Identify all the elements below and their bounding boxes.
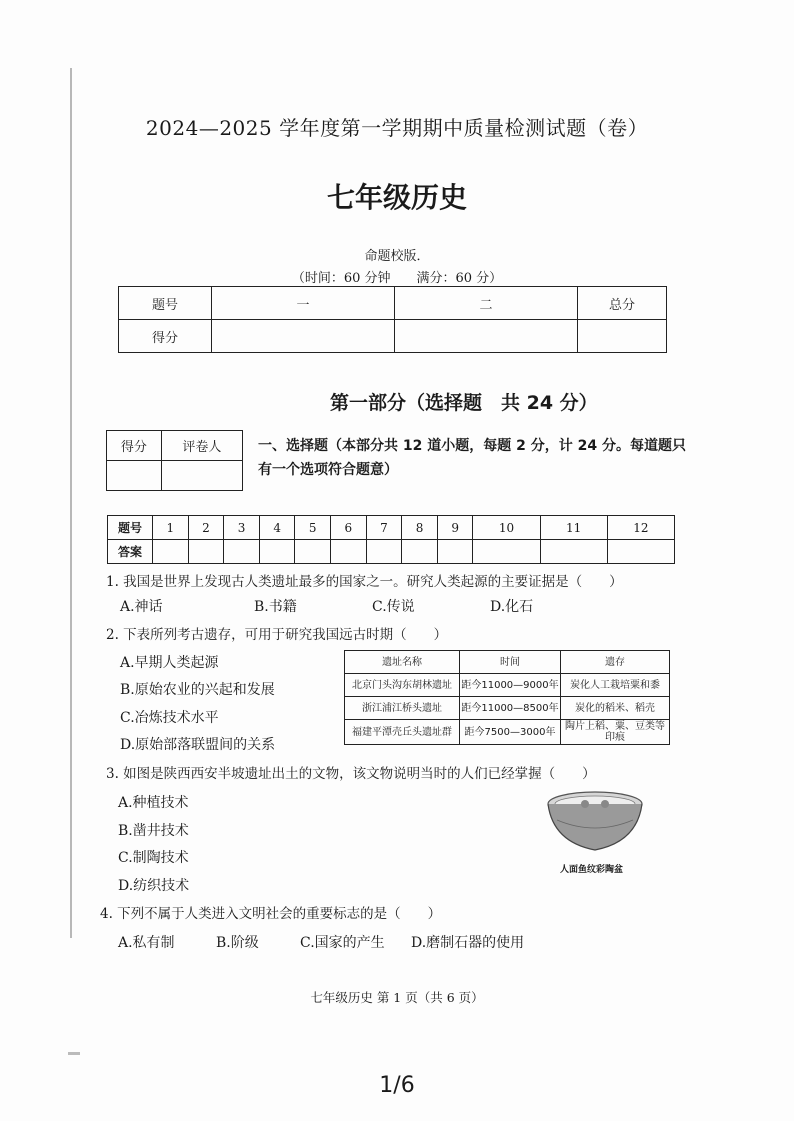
- grader-cell: [161, 461, 242, 491]
- answer-cell: [224, 540, 260, 564]
- answer-cell: [402, 540, 438, 564]
- score-cell: [212, 320, 395, 353]
- answer-cell: [188, 540, 224, 564]
- relic-header-cell: 遗存: [561, 651, 670, 674]
- answer-grid-number: 4: [259, 516, 295, 540]
- part-one-title: 第一部分（选择题 共 24 分）: [330, 392, 598, 414]
- question-1-stem: 1. 我国是世界上发现古人类遗址最多的国家之一。研究人类起源的主要证据是（ ）: [106, 574, 623, 590]
- grader-table: [106, 430, 243, 491]
- answer-grid-number: 6: [331, 516, 367, 540]
- image-caption: 人面鱼纹彩陶盆: [560, 865, 624, 875]
- question-4-option-b: B.阶级: [216, 935, 259, 951]
- question-1-option-d: D.化石: [490, 599, 534, 615]
- relic-cell: 距今11000—9000年: [460, 674, 561, 697]
- score-table: [118, 286, 667, 353]
- answer-grid-number: 1: [153, 516, 189, 540]
- answer-grid-number-row: [108, 516, 675, 540]
- question-4-option-d: D.磨制石器的使用: [411, 935, 525, 951]
- answer-grid-number: 9: [437, 516, 473, 540]
- painted-pottery-basin-image: [545, 790, 645, 856]
- score-cell: 得分: [119, 320, 212, 353]
- answer-grid-number: 12: [607, 516, 674, 540]
- question-3-option-b: B.凿井技术: [118, 823, 189, 839]
- relic-header-cell: 遗址名称: [345, 651, 460, 674]
- subject-title: 七年级历史: [326, 181, 467, 214]
- score-cell: 二: [395, 287, 578, 320]
- question-4-stem: 4. 下列不属于人类进入文明社会的重要标志的是（ ）: [100, 906, 442, 922]
- question-3-option-c: C.制陶技术: [118, 850, 189, 866]
- relic-cell: 北京门头沟东胡林遗址: [345, 674, 460, 697]
- relic-cell: 距今11000—8500年: [460, 697, 561, 720]
- question-2-option-d: D.原始部落联盟间的关系: [120, 737, 276, 753]
- question-2-stem: 2. 下表所列考古遗存，可用于研究我国远古时期（ ）: [106, 627, 448, 643]
- relic-cell: 陶片上稻、粟、豆类等印痕: [561, 720, 670, 745]
- score-table-row: [119, 287, 667, 320]
- question-4-option-c: C.国家的产生: [300, 935, 385, 951]
- answer-grid-number: 2: [188, 516, 224, 540]
- score-cell: [395, 320, 578, 353]
- answer-grid-number: 8: [402, 516, 438, 540]
- score-cell: 题号: [119, 287, 212, 320]
- answer-grid-number: 3: [224, 516, 260, 540]
- answer-grid: [107, 515, 675, 564]
- answer-cell: [259, 540, 295, 564]
- question-2-option-a: A.早期人类起源: [120, 655, 219, 671]
- answer-grid-number: 7: [366, 516, 402, 540]
- score-table-row: [119, 320, 667, 353]
- question-1-option-c: C.传说: [372, 599, 415, 615]
- setter-line: 命题校版．: [364, 249, 430, 264]
- relic-header-cell: 时间: [460, 651, 561, 674]
- grader-cell: [107, 461, 162, 491]
- question-3-option-a: A.种植技术: [118, 795, 189, 811]
- relic-cell: 炭化的稻米、稻壳: [561, 697, 670, 720]
- score-cell: [578, 320, 667, 353]
- exam-title: 2024—2025 学年度第一学期期中质量检测试题（卷）: [145, 116, 649, 140]
- answer-cell: [473, 540, 540, 564]
- answer-cell: [437, 540, 473, 564]
- answer-grid-label: 题号: [108, 516, 153, 540]
- question-1-option-a: A.神话: [120, 599, 163, 615]
- question-2-option-c: C.冶炼技术水平: [120, 710, 219, 726]
- relic-cell: 距今7500—3000年: [460, 720, 561, 745]
- answer-grid-number: 10: [473, 516, 540, 540]
- relic-table-row: [345, 697, 670, 720]
- relic-cell: 炭化人工栽培粟和黍: [561, 674, 670, 697]
- answer-cell: [540, 540, 607, 564]
- answer-grid-number: 11: [540, 516, 607, 540]
- answer-cell: [607, 540, 674, 564]
- grader-cell: 得分: [107, 431, 162, 461]
- score-cell: 总分: [578, 287, 667, 320]
- answer-cell: [153, 540, 189, 564]
- page-footer: 七年级历史 第 1 页（共 6 页）: [310, 990, 484, 1005]
- answer-cell: [295, 540, 331, 564]
- answer-cell: [331, 540, 367, 564]
- question-3-option-d: D.纺织技术: [118, 878, 190, 894]
- question-3-stem: 3. 如图是陕西西安半坡遗址出土的文物，该文物说明当时的人们已经掌握（ ）: [106, 766, 596, 782]
- scan-mark: [68, 1052, 80, 1055]
- question-4-option-a: A.私有制: [118, 935, 175, 951]
- relic-table-row: [345, 674, 670, 697]
- score-cell: 一: [212, 287, 395, 320]
- relic-table-header: [345, 651, 670, 674]
- relic-table-row: [345, 720, 670, 745]
- answer-grid-label: 答案: [108, 540, 153, 564]
- viewer-page-indicator: 1/6: [379, 1073, 415, 1098]
- relic-cell: 浙江浦江桥头遗址: [345, 697, 460, 720]
- time-info: （时间：60 分钟 满分：60 分）: [291, 271, 503, 286]
- answer-grid-answer-row: [108, 540, 675, 564]
- grader-cell: 评卷人: [161, 431, 242, 461]
- section-heading: 一、选择题（本部分共 12 道小题，每题 2 分，计 24 分。每道题只有一个选项符合题意）: [258, 438, 686, 478]
- relic-cell: 福建平潭壳丘头遗址群: [345, 720, 460, 745]
- question-1-option-b: B.书籍: [254, 599, 297, 615]
- answer-cell: [366, 540, 402, 564]
- relic-table: [344, 650, 670, 745]
- answer-grid-number: 5: [295, 516, 331, 540]
- question-2-option-b: B.原始农业的兴起和发展: [120, 682, 275, 698]
